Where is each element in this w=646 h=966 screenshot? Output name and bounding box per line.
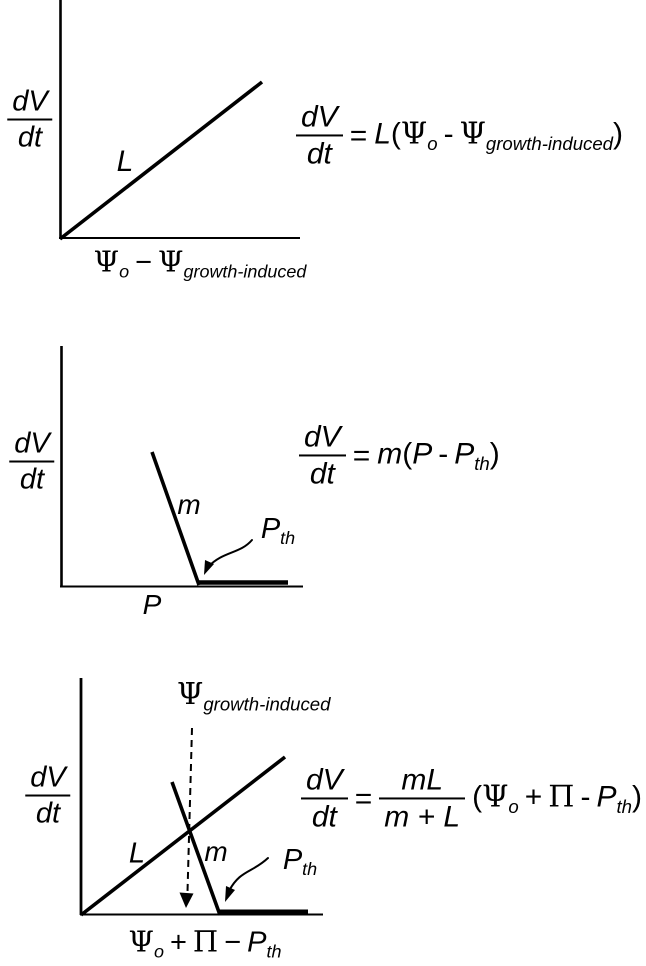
- psi-symbol: Ψ: [128, 924, 154, 959]
- top-conductance-line-label: L: [116, 145, 134, 178]
- middle-y-axis-label: [9, 429, 54, 496]
- bottom-growth-label: [177, 677, 331, 715]
- bottom-equation-rhs: [472, 778, 642, 817]
- middle-panel-graph: [60, 346, 303, 587]
- pressure-symbol: P: [260, 512, 281, 545]
- dt-denominator: dt: [311, 800, 337, 834]
- open-paren: (: [402, 436, 413, 470]
- minus-operator: −: [135, 246, 153, 279]
- dt-denominator: dt: [19, 463, 45, 496]
- bottom-pth-arrow: [229, 858, 268, 891]
- middle-equation-rhs: [377, 436, 500, 474]
- psi-symbol: Ψ: [177, 677, 204, 712]
- coefficient-m: m: [377, 436, 403, 470]
- coefficient-numerator: mL: [401, 763, 444, 797]
- plus-operator: +: [524, 779, 543, 813]
- dv-numerator: dV: [14, 427, 50, 460]
- fraction-bar: [379, 797, 465, 800]
- middle-x-axis-label: P: [142, 589, 162, 620]
- psi-symbol: Ψ: [459, 115, 486, 151]
- close-paren: ): [613, 116, 624, 150]
- psi-subscript: o: [508, 795, 519, 817]
- middle-slope-line-label: m: [177, 489, 201, 520]
- bottom-equation: [301, 764, 642, 833]
- bottom-slope-line-label: m: [204, 836, 228, 867]
- fraction-bar: [9, 460, 54, 463]
- bottom-growth-arrowhead-icon: [180, 893, 194, 909]
- bottom-growth-dashed-line: [188, 728, 193, 892]
- top-y-axis-label: [7, 87, 52, 154]
- psi-subscript: growth-induced: [485, 132, 614, 154]
- pressure-symbol: P: [454, 436, 475, 470]
- close-paren: ): [489, 436, 500, 470]
- fraction-bar: [301, 797, 348, 800]
- top-conductance-line: [60, 82, 262, 239]
- psi-symbol: Ψ: [158, 244, 184, 279]
- minus-operator: -: [443, 116, 454, 150]
- equals-sign: =: [352, 439, 371, 472]
- minus-operator: -: [580, 779, 591, 813]
- fraction-bar: [299, 454, 346, 457]
- coefficient-denominator: m + L: [384, 800, 461, 834]
- threshold-subscript: th: [280, 528, 296, 549]
- top-panel-graph: [59, 0, 300, 239]
- pressure-symbol: P: [247, 926, 267, 959]
- dv-numerator: dV: [306, 763, 343, 797]
- fraction-bar: [25, 794, 70, 797]
- bottom-x-axis-label: [128, 924, 282, 962]
- top-equation: [296, 101, 623, 170]
- threshold-subscript: th: [616, 795, 632, 817]
- bottom-pth-arrowhead-icon: [225, 886, 235, 902]
- bottom-conductance-line-label: L: [128, 837, 146, 870]
- dt-denominator: dt: [306, 137, 332, 171]
- minus-operator: -: [438, 436, 449, 470]
- threshold-subscript: th: [302, 859, 318, 880]
- psi-subscript: o: [427, 132, 438, 154]
- close-paren: ): [632, 779, 642, 813]
- psi-symbol: Ψ: [482, 778, 509, 814]
- dv-numerator: dV: [12, 85, 48, 118]
- middle-equation: [299, 421, 500, 490]
- plus-operator: +: [169, 926, 187, 959]
- dt-denominator: dt: [17, 121, 43, 154]
- dv-numerator: dV: [304, 420, 341, 454]
- bottom-y-axis-label: [25, 763, 70, 830]
- fraction-bar: [296, 134, 343, 137]
- dv-numerator: dV: [30, 761, 66, 794]
- open-paren: (: [390, 116, 401, 150]
- psi-subscript: growth-induced: [183, 261, 307, 282]
- coefficient-L: L: [374, 116, 391, 150]
- top-equation-rhs: [374, 115, 624, 154]
- pi-symbol: Π: [192, 924, 219, 959]
- psi-subscript: growth-induced: [203, 693, 331, 715]
- psi-subscript: o: [153, 941, 164, 962]
- threshold-subscript: th: [474, 452, 490, 474]
- middle-pth-arrow: [208, 540, 252, 567]
- middle-threshold-label: [260, 512, 296, 549]
- psi-symbol: Ψ: [93, 244, 120, 279]
- minus-operator: −: [224, 926, 242, 959]
- equals-sign: =: [349, 119, 368, 152]
- equals-sign: =: [354, 782, 373, 815]
- dt-denominator: dt: [35, 797, 61, 830]
- pressure-symbol: P: [412, 436, 433, 470]
- dv-numerator: dV: [301, 100, 338, 134]
- open-paren: (: [472, 779, 483, 813]
- bottom-threshold-label: [282, 843, 318, 880]
- threshold-subscript: th: [266, 941, 282, 962]
- pressure-symbol: P: [596, 779, 617, 813]
- dt-denominator: dt: [309, 457, 335, 491]
- fraction-bar: [7, 118, 52, 121]
- top-x-axis-label: [93, 244, 307, 282]
- pressure-symbol: P: [282, 843, 303, 876]
- psi-subscript: o: [119, 261, 130, 282]
- psi-symbol: Ψ: [400, 115, 428, 151]
- pi-symbol: Π: [548, 778, 575, 814]
- bottom-conductance-line: [81, 757, 285, 915]
